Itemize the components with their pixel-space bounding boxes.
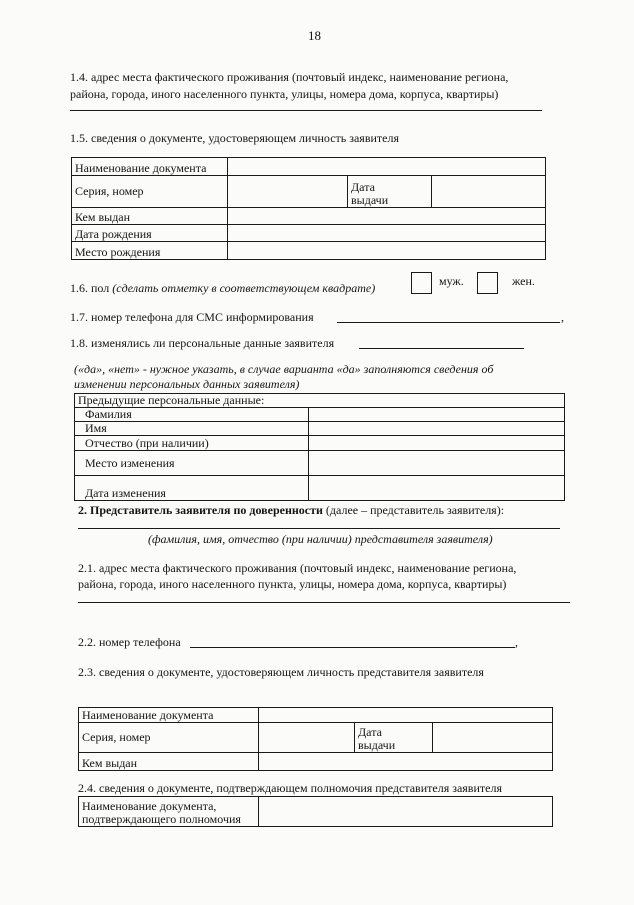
s2-caption: (фамилия, имя, отчество (при наличии) представителя заявителя) [148,532,493,546]
s18-label: 1.8. изменялись ли персональные данные заявителя [70,336,335,350]
s15-issued-by-label: Кем выдан [72,208,228,225]
s15-series-field[interactable] [228,176,348,208]
s14-line1: 1.4. адрес места фактического проживания (почтовый индекс, наименование региона, [70,70,509,84]
s23-series-label: Серия, номер [79,723,259,753]
s17-label: 1.7. номер телефона для СМС информирования [70,310,314,324]
s14-fill-line[interactable] [70,110,542,111]
s15-title: 1.5. сведения о документе, удостоверяющем личность заявителя [70,131,399,145]
s23-issued-by-field[interactable] [259,753,553,771]
s14-line2: района, города, иного населенного пункта, улицы, номера дома, корпуса, квартиры) [70,87,499,101]
page-number: 18 [308,28,321,43]
prev-patronymic-field[interactable] [309,436,565,451]
s23-issued-by-label: Кем выдан [79,753,259,771]
s22-comma: , [515,635,518,649]
prev-surname-field[interactable] [309,408,565,422]
s15-issue-date-label: Дата выдачи [348,176,432,208]
male-label: муж. [439,274,464,288]
s18-note-line1: («да», «нет» - нужное указать, в случае варианта «да» заполняются сведения об [74,362,494,376]
change-place-label: Место изменения [75,451,309,476]
s15-birth-place-field[interactable] [228,242,546,260]
s24-title: 2.4. сведения о документе, подтверждающем полномочия представителя заявителя [78,781,502,795]
s23-identity-table [78,707,553,771]
s17-comma: , [561,310,564,324]
male-checkbox[interactable] [411,272,432,294]
change-place-field[interactable] [309,451,565,476]
previous-data-header: Предыдущие персональные данные: [75,394,565,408]
s23-issue-date-label: Дата выдачи [355,723,433,753]
previous-data-table [74,393,565,501]
s15-identity-table [71,157,546,260]
s23-title: 2.3. сведения о документе, удостоверяющем личность представителя заявителя [78,665,484,679]
s23-series-field[interactable] [259,723,355,753]
s15-birth-date-label: Дата рождения [72,225,228,242]
s15-series-label: Серия, номер [72,176,228,208]
prev-name-field[interactable] [309,422,565,436]
prev-surname-label: Фамилия [75,408,309,422]
sms-phone-field[interactable] [337,322,560,323]
s22-label: 2.2. номер телефона [78,635,181,649]
prev-patronymic-label: Отчество (при наличии) [75,436,309,451]
s23-doc-name-field[interactable] [259,708,553,723]
change-date-field[interactable] [309,476,565,501]
s16-label: 1.6. пол (сделать отметку в соответствующем квадрате) [70,281,376,295]
s16-hint: (сделать отметку в соответствующем квадрате) [112,281,376,295]
s18-note-line2: изменении персональных данных заявителя) [74,377,300,391]
representative-phone-field[interactable] [190,647,515,648]
authority-doc-field[interactable] [259,797,553,827]
s15-birth-place-label: Место рождения [72,242,228,260]
prev-name-label: Имя [75,422,309,436]
authority-doc-table [78,796,553,827]
s15-issued-by-field[interactable] [228,208,546,225]
representative-name-field[interactable] [78,528,560,529]
s23-doc-name-label: Наименование документа [79,708,259,723]
s2-title: 2. Представитель заявителя по доверенности (далее – представитель заявителя): [78,503,505,517]
data-changed-field[interactable] [359,348,524,349]
change-date-label: Дата изменения [75,476,309,501]
s23-issue-date-field[interactable] [433,723,553,753]
authority-doc-label: Наименование документа, подтверждающего полномочия [79,797,259,827]
s15-birth-date-field[interactable] [228,225,546,242]
female-checkbox[interactable] [477,272,498,294]
s21-line1: 2.1. адрес места фактического проживания (почтовый индекс, наименование региона, [78,561,517,575]
s21-line2: района, города, иного населенного пункта, улицы, номера дома, корпуса, квартиры) [78,577,507,591]
s21-fill-line[interactable] [78,602,570,603]
s15-issue-date-field[interactable] [432,176,546,208]
female-label: жен. [512,274,535,288]
s15-doc-name-label: Наименование документа [72,158,228,176]
s15-doc-name-field[interactable] [228,158,546,176]
